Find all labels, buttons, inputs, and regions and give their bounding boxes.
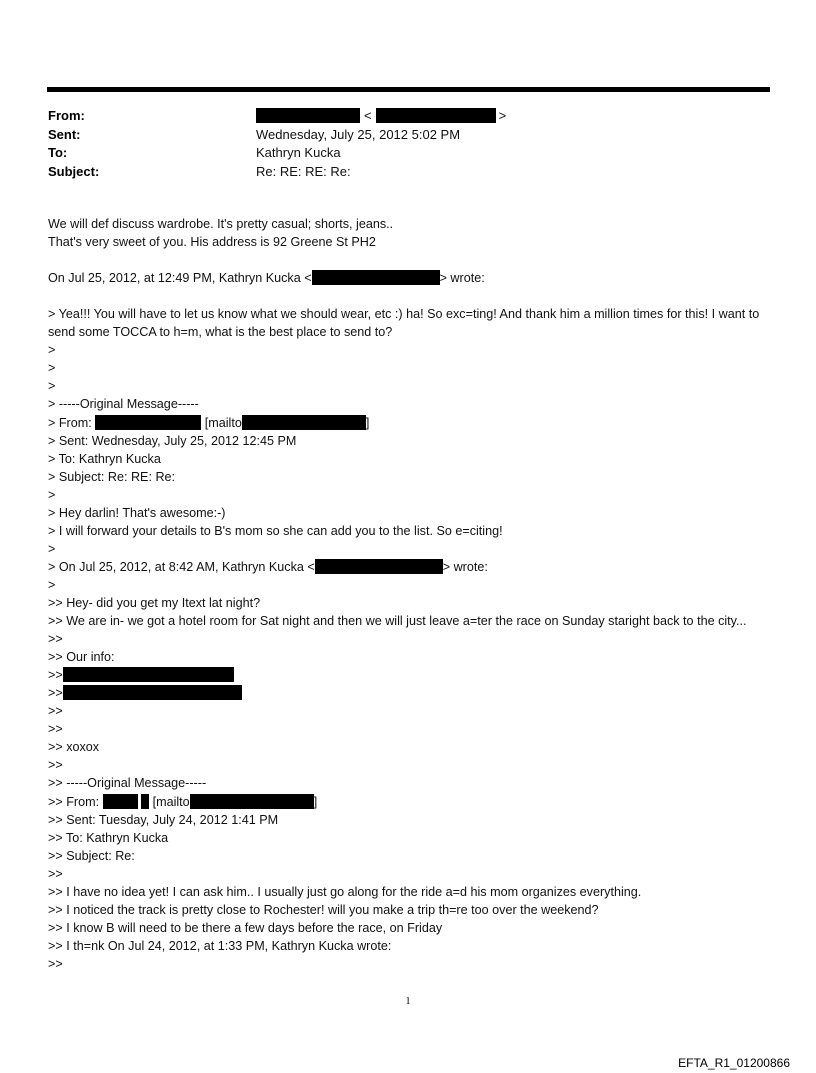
body-line: >> Hey- did you get my Itext lat night? — [48, 595, 261, 610]
from-row — [48, 107, 768, 126]
body-line: > Yea!!! You will have to let us know what we should wear, etc :) ha! So exc=ting! And thank him a million times for this! I want to send some TOCCA to h=m, what is the best place to send to? — [48, 307, 760, 340]
body-line: > I will forward your details to B's mom so she can add you to the list. So e=citing! — [48, 523, 503, 538]
body-line: > Subject: Re: RE: Re: — [48, 469, 176, 484]
sent-row — [48, 126, 768, 145]
page-number: 1 — [405, 996, 411, 1007]
body-line: >> We are in- we got a hotel room for Sat night and then we will just leave a=ter the race on Sunday staright back to the city... — [48, 614, 747, 629]
subject-label: Subject: — [48, 163, 100, 179]
body-line: >> — [48, 704, 63, 719]
redaction-block — [103, 794, 138, 809]
from-value: < > — [256, 107, 506, 126]
sent-value: Wednesday, July 25, 2012 5:02 PM — [256, 126, 461, 142]
body-line: That's very sweet of you. His address is 92 Greene St PH2 — [48, 235, 376, 250]
from-line: > From: [mailto ] — [48, 415, 370, 430]
subject-row — [48, 163, 768, 182]
redaction-block — [312, 270, 440, 285]
body-line: >> Our info: — [48, 650, 115, 665]
to-label: To: — [48, 145, 68, 161]
redacted-line: >> — [48, 684, 770, 702]
from-line: >> From: [mailto ] — [48, 794, 318, 809]
redaction-block — [95, 415, 201, 430]
body-line: >> I have no idea yet! I can ask him.. I usually just go along for the ride a=d his mom organizes everything. — [48, 884, 642, 899]
email-header — [48, 107, 768, 181]
redaction-block — [190, 794, 314, 809]
redaction-block — [63, 667, 234, 682]
redaction-block — [242, 415, 366, 430]
body-line: >> — [48, 722, 63, 737]
body-line: > To: Kathryn Kucka — [48, 451, 161, 466]
body-line: >> — [48, 866, 63, 881]
body-line: >> I know B will need to be there a few days before the race, on Friday — [48, 920, 443, 935]
sent-label: Sent: — [48, 126, 81, 142]
email-body — [48, 215, 770, 973]
body-line: >> — [48, 758, 63, 773]
body-line: > Hey darlin! That's awesome:-) — [48, 505, 226, 520]
redaction-block — [315, 559, 443, 574]
quote-header-line: > On Jul 25, 2012, at 8:42 AM, Kathryn Kucka < > wrote: — [48, 559, 488, 574]
body-line: > — [48, 487, 56, 502]
top-rule — [47, 87, 770, 92]
from-label: From: — [48, 108, 85, 123]
body-line: >> — [48, 956, 63, 971]
body-line: > — [48, 541, 56, 556]
body-line: > — [48, 361, 56, 376]
body-line: >> xoxox — [48, 740, 100, 755]
body-line: >> I noticed the track is pretty close to Rochester! will you make a trip th=re too over the weekend? — [48, 902, 599, 917]
body-line: > -----Original Message----- — [48, 397, 199, 412]
redaction-block — [256, 108, 360, 123]
body-line: > — [48, 379, 56, 394]
body-line: >> -----Original Message----- — [48, 776, 207, 791]
body-line: > — [48, 577, 56, 592]
to-row — [48, 144, 768, 163]
body-line: > — [48, 343, 56, 358]
body-line: >> — [48, 632, 63, 647]
redaction-block — [376, 108, 496, 123]
body-line: >> Subject: Re: — [48, 848, 135, 863]
body-line: >> To: Kathryn Kucka — [48, 830, 169, 845]
body-line: >> Sent: Tuesday, July 24, 2012 1:41 PM — [48, 812, 279, 827]
bates-number: EFTA_R1_01200866 — [678, 1056, 790, 1070]
redaction-block — [63, 685, 242, 700]
redacted-line: >> — [48, 666, 770, 684]
body-line: >> I th=nk On Jul 24, 2012, at 1:33 PM, Kathryn Kucka wrote: — [48, 938, 392, 953]
redaction-block — [141, 794, 149, 809]
body-line: > Sent: Wednesday, July 25, 2012 12:45 PM — [48, 433, 297, 448]
to-value: Kathryn Kucka — [256, 145, 341, 161]
body-line: We will def discuss wardrobe. It's pretty casual; shorts, jeans.. — [48, 217, 394, 231]
subject-value: Re: RE: RE: Re: — [256, 163, 351, 179]
quote-header-line: On Jul 25, 2012, at 12:49 PM, Kathryn Kucka < > wrote: — [48, 271, 485, 286]
